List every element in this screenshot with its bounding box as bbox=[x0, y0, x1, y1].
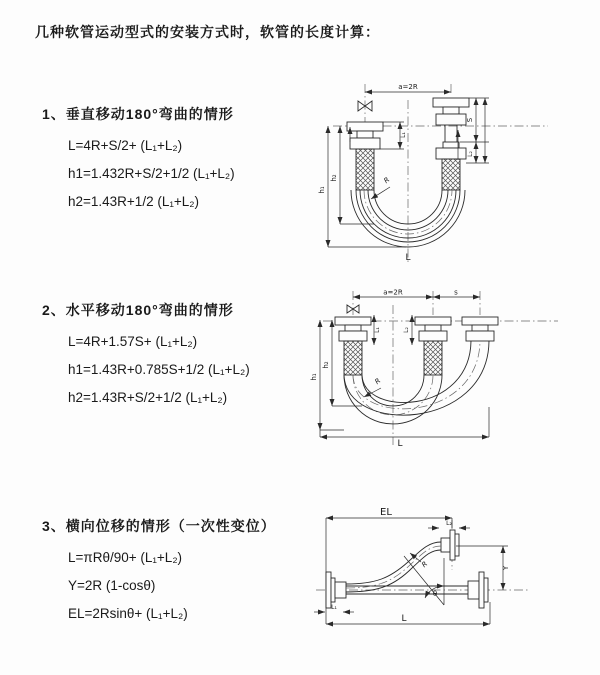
right-flange-fitting-original-position bbox=[468, 572, 488, 608]
formula-h2: h2=1.43R+1/2 (L₁+L₂) bbox=[68, 194, 200, 209]
section-3-heading: 3、横向位移的情形（一次性变位） bbox=[42, 518, 276, 534]
braided-hose-section bbox=[356, 149, 374, 190]
svg-text:L₂: L₂ bbox=[403, 327, 410, 333]
formula-h1: h1=1.43R+0.785S+1/2 (L₁+L₂) bbox=[68, 362, 250, 377]
top-right-flange-fitting-displaced bbox=[441, 530, 459, 560]
section-lateral-displacement bbox=[42, 516, 276, 628]
svg-text:a=2R: a=2R bbox=[398, 83, 418, 91]
section-2-formulas bbox=[42, 328, 250, 412]
svg-text:L₂: L₂ bbox=[446, 520, 452, 527]
length-label: L bbox=[397, 439, 403, 447]
right-hose-fitting-moved-position bbox=[462, 317, 498, 341]
svg-text:s: s bbox=[454, 288, 458, 297]
page-title: 几种软管运动型式的安装方式时，软管的长度计算： bbox=[35, 24, 380, 40]
svg-text:L₁: L₁ bbox=[331, 604, 337, 611]
svg-text:R: R bbox=[373, 376, 383, 387]
section-horizontal-movement bbox=[42, 300, 250, 412]
diagram-lateral-displacement bbox=[298, 502, 598, 642]
svg-text:Y: Y bbox=[502, 565, 510, 571]
svg-text:R: R bbox=[382, 175, 392, 186]
diagram-vertical-180-bend bbox=[308, 78, 593, 263]
u-bend-hose-curves bbox=[344, 341, 489, 424]
formula-length: L=4R+S/2+ (L₁+L₂) bbox=[68, 138, 183, 153]
svg-text:h₁: h₁ bbox=[310, 373, 318, 381]
section-vertical-movement bbox=[42, 104, 235, 216]
diagram-horizontal-180-bend bbox=[308, 287, 598, 447]
dimension-a-2r bbox=[353, 289, 433, 298]
length-label: L bbox=[405, 253, 411, 263]
dimension-l bbox=[326, 602, 490, 624]
svg-text:a=2R: a=2R bbox=[383, 288, 403, 297]
formula-h1: h1=1.432R+S/2+1/2 (L₁+L₂) bbox=[68, 166, 235, 181]
left-flange-fitting bbox=[326, 572, 346, 608]
dimension-l1 bbox=[374, 315, 381, 345]
middle-hose-fitting bbox=[415, 317, 451, 375]
svg-text:L₁: L₁ bbox=[374, 327, 381, 333]
svg-text:θ: θ bbox=[432, 590, 438, 598]
formula-y: Y=2R (1-cosθ) bbox=[68, 578, 156, 593]
formula-length: L=4R+1.57S+ (L₁+L₂) bbox=[68, 334, 198, 349]
svg-text:R: R bbox=[420, 559, 430, 570]
section-3-formulas bbox=[42, 544, 276, 628]
formula-h2: h2=1.43R+S/2+1/2 (L₁+L₂) bbox=[68, 390, 228, 405]
svg-text:EL: EL bbox=[380, 507, 392, 518]
svg-text:L₂: L₂ bbox=[467, 151, 474, 157]
formula-el: EL=2Rsinθ+ (L₁+L₂) bbox=[68, 606, 188, 621]
braided-hose-section bbox=[344, 341, 362, 375]
section-2-heading: 2、水平移动180°弯曲的情形 bbox=[42, 302, 234, 318]
svg-text:S: S bbox=[466, 117, 474, 123]
section-1-formulas bbox=[42, 132, 235, 216]
right-hose-fitting-two-positions bbox=[433, 98, 469, 190]
dimension-el bbox=[326, 507, 452, 624]
dimension-a-2r bbox=[365, 83, 451, 92]
section-1-heading: 1、垂直移动180°弯曲的情形 bbox=[42, 106, 234, 122]
svg-text:h₂: h₂ bbox=[330, 174, 338, 182]
left-hose-fitting bbox=[335, 317, 371, 375]
braided-hose-section bbox=[442, 159, 460, 190]
dimension-l1 bbox=[314, 604, 354, 612]
svg-text:L₁: L₁ bbox=[400, 132, 407, 138]
svg-text:h₁: h₁ bbox=[318, 186, 326, 194]
dimension-l2 bbox=[403, 315, 412, 345]
left-hose-fitting bbox=[347, 122, 383, 190]
svg-text:h₂: h₂ bbox=[322, 361, 330, 369]
length-label: L bbox=[401, 614, 407, 624]
braided-hose-section bbox=[424, 341, 442, 375]
dimension-l2 bbox=[428, 520, 470, 528]
formula-length: L=πRθ/90+ (L₁+L₂) bbox=[68, 550, 183, 565]
dimension-s bbox=[433, 289, 480, 298]
